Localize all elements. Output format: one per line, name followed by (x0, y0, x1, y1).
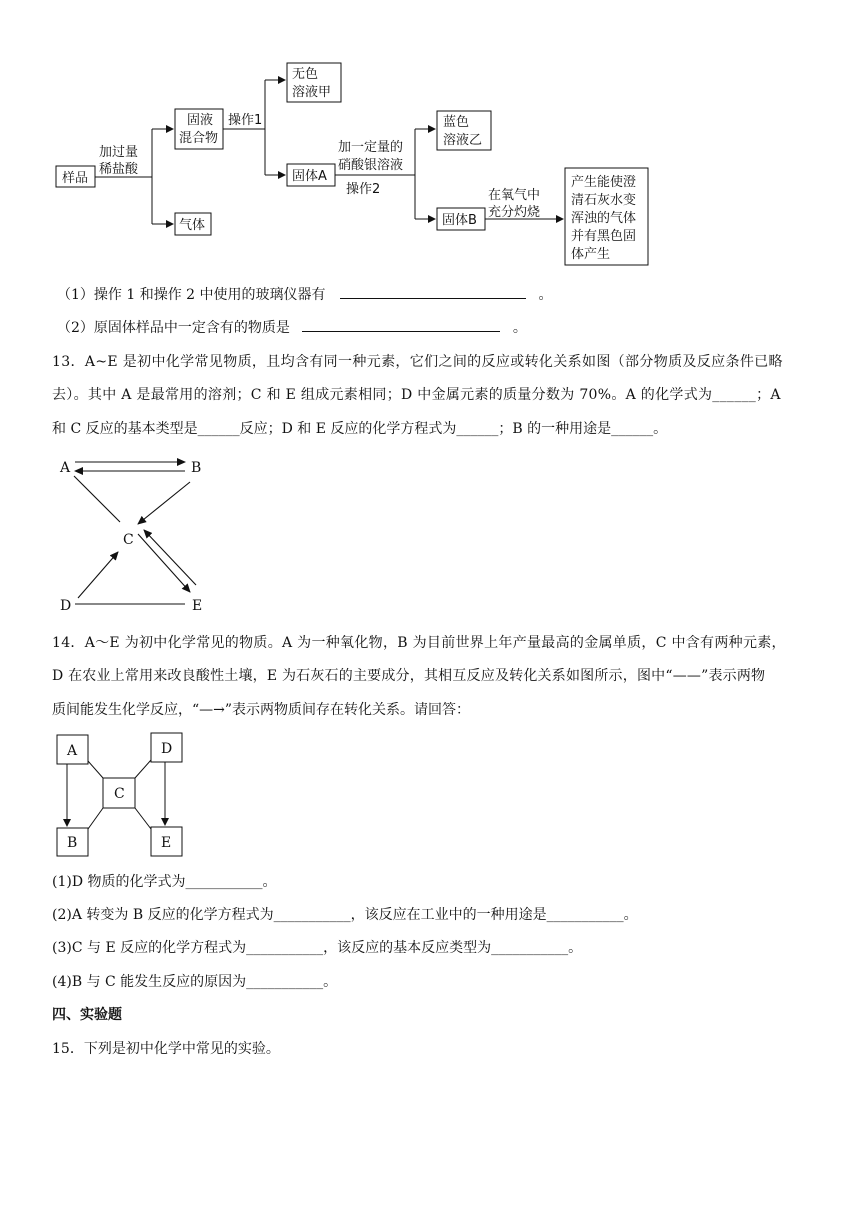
reagent1-label-1: 加过量 (99, 145, 139, 160)
colorless-label-2: 溶液甲 (292, 85, 332, 100)
q14-relation-diagram (50, 730, 200, 860)
operation1-label: 操作1 (228, 113, 263, 128)
burn-label-1: 在氧气中 (488, 188, 541, 203)
q14-sub3: (3)C 与 E 反应的化学方程式为___________，该反应的基本反应类型为___________。 (52, 940, 583, 956)
q12-part1-text: （1）操作 1 和操作 2 中使用的玻璃仪器有 (57, 287, 326, 303)
sample-label: 样品 (62, 171, 89, 186)
separation-flowchart (0, 0, 860, 275)
result-line: 清石灰水变 (571, 193, 637, 208)
node-a: A (60, 460, 71, 476)
q14-line2: D 在农业上常用来改良酸性土壤，E 为石灰石的主要成分，其相互反应及转化关系如图所示，图中“——”表示两物 (52, 668, 766, 684)
node-d: D (60, 598, 72, 614)
burn-label-2: 充分灼烧 (488, 205, 541, 220)
result-line: 浑浊的气体 (571, 211, 637, 226)
q14-sub1: (1)D 物质的化学式为___________。 (52, 874, 277, 890)
q14-line1: 14．A～E 为初中化学常见的物质。A 为一种氧化物，B 为目前世界上年产量最高的金属单质，C 中含有两种元素， (52, 635, 786, 651)
q15-line1: 15．下列是初中化学中常见的实验。 (52, 1041, 280, 1057)
mixture-label-1: 固液 (187, 113, 214, 128)
q14-line3: 质间能发生化学反应，“—→”表示两物质间存在转化关系。请回答： (52, 702, 471, 718)
reagent1-label-2: 稀盐酸 (99, 162, 139, 177)
q13-line2: 去）。其中 A 是最常用的溶剂；C 和 E 组成元素相同；D 中金属元素的质量分数为 70%。A 的化学式为______；A (52, 387, 781, 403)
solid-b-label: 固体B (442, 213, 477, 228)
solid-a-label: 固体A (292, 169, 327, 184)
node-a: A (67, 743, 78, 759)
q13-line1: 13．A~E 是初中化学常见物质，且均含有同一种元素，它们之间的反应或转化关系如图（部分物质及反应条件已略 (52, 354, 783, 370)
q12-part1 (57, 284, 552, 306)
section-title: 四、实验题 (52, 1007, 122, 1023)
node-e: E (161, 835, 172, 851)
result-line: 产生能使澄 (571, 175, 637, 190)
answer-blank[interactable] (340, 284, 526, 299)
result-line: 并有黑色固 (571, 229, 637, 244)
mixture-label-2: 混合物 (179, 131, 219, 146)
q12-part1-end: 。 (538, 287, 553, 303)
gas-label: 气体 (179, 218, 206, 233)
node-c: C (114, 786, 125, 802)
q12-part2-end: 。 (512, 320, 527, 336)
node-b: B (191, 460, 202, 476)
result-line: 体产生 (571, 247, 611, 262)
q13-relation-diagram (50, 452, 220, 617)
node-d: D (161, 741, 173, 757)
q14-sub4: (4)B 与 C 能发生反应的原因为___________。 (52, 974, 338, 990)
answer-blank[interactable] (302, 317, 500, 332)
node-b: B (67, 835, 78, 851)
blue-label-1: 蓝色 (443, 115, 470, 130)
q12-part2 (57, 317, 527, 339)
node-c: C (123, 532, 134, 548)
operation2-label: 操作2 (346, 182, 381, 197)
reagent2-label-1: 加一定量的 (338, 140, 404, 155)
q13-line3: 和 C 反应的基本类型是______反应；D 和 E 反应的化学方程式为______；B 的一种用途是______。 (52, 421, 668, 437)
q14-sub2: (2)A 转变为 B 反应的化学方程式为___________，该反应在工业中的一种用途是___________。 (52, 907, 638, 923)
q12-part2-text: （2）原固体样品中一定含有的物质是 (57, 320, 290, 336)
node-e: E (192, 598, 203, 614)
reagent2-label-2: 硝酸银溶液 (338, 158, 404, 173)
blue-label-2: 溶液乙 (443, 133, 483, 148)
colorless-label-1: 无色 (292, 67, 319, 82)
